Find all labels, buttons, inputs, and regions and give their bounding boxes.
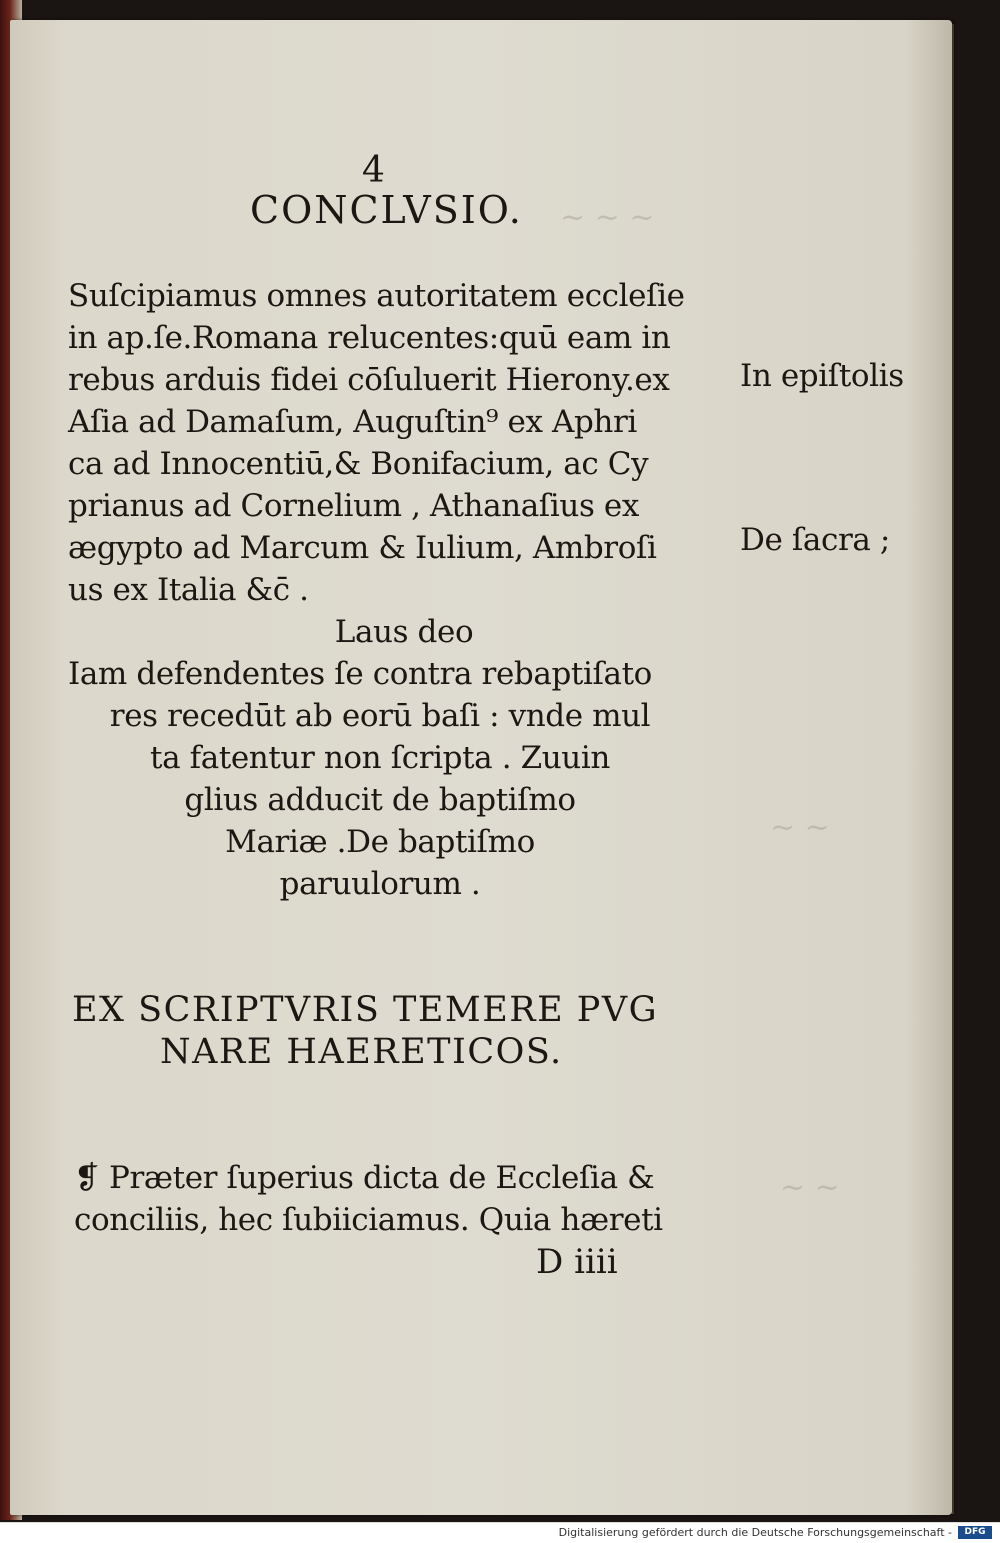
bleed-through: ~ ~ ~	[560, 200, 655, 235]
paragraph-line: us ex Italia &c̄ .	[68, 572, 309, 608]
paragraph-line: rebus arduis fidei cōſuluerit Hierony.ex	[68, 362, 670, 398]
footer-bar	[0, 1522, 1000, 1543]
paragraph-line: ægypto ad Marcum & Iulium, Ambroſi	[68, 530, 657, 566]
dfg-logo: DFG	[958, 1526, 992, 1539]
section-heading: EX SCRIPTVRIS TEMERE PVG	[72, 990, 659, 1030]
page-heading: CONCLVSIO.	[250, 188, 523, 232]
paragraph-line: in ap.ſe.Romana relucentes:quū eam in	[68, 320, 671, 356]
paragraph-line: Suſcipiamus omnes autoritatem eccleſie	[68, 278, 685, 314]
folio-number: 4	[362, 150, 385, 191]
paragraph-line: ca ad Innocentiū,& Bonifacium, ac Cy	[68, 446, 649, 482]
paragraph-line: Aſia ad Damaſum, Auguſtin⁹ ex Aphri	[68, 404, 637, 440]
margin-note: De ſacra ;	[740, 522, 890, 558]
closing-line: Laus deo	[334, 614, 474, 650]
closing-line: paruulorum .	[279, 866, 481, 902]
closing-line: ta fatentur non ſcripta . Zuuin	[150, 740, 610, 776]
signature-mark: D iiii	[536, 1242, 618, 1282]
closing-line: glius adducit de baptiſmo	[184, 782, 576, 818]
closing-line: Iam defendentes ſe contra rebaptiſato	[68, 656, 652, 692]
closing-line: Mariæ .De baptiſmo	[225, 824, 535, 860]
section-heading: NARE HAERETICOS.	[160, 1032, 563, 1072]
paragraph-line: prianus ad Cornelium , Athanaſius ex	[68, 488, 639, 524]
final-line: ❡ Præter ſuperius dicta de Eccleſia &	[74, 1160, 655, 1196]
footer-text: Digitalisierung gefördert durch die Deutsche Forschungsgemeinschaft -	[558, 1526, 952, 1539]
final-line: conciliis, hec ſubiiciamus. Quia hæreti	[74, 1202, 663, 1238]
closing-line: res recedūt ab eorū baſi : vnde mul	[109, 698, 651, 734]
bleed-through: ~ ~	[780, 1170, 840, 1205]
margin-note: In epiſtolis	[740, 358, 904, 394]
bleed-through: ~ ~	[770, 810, 830, 845]
